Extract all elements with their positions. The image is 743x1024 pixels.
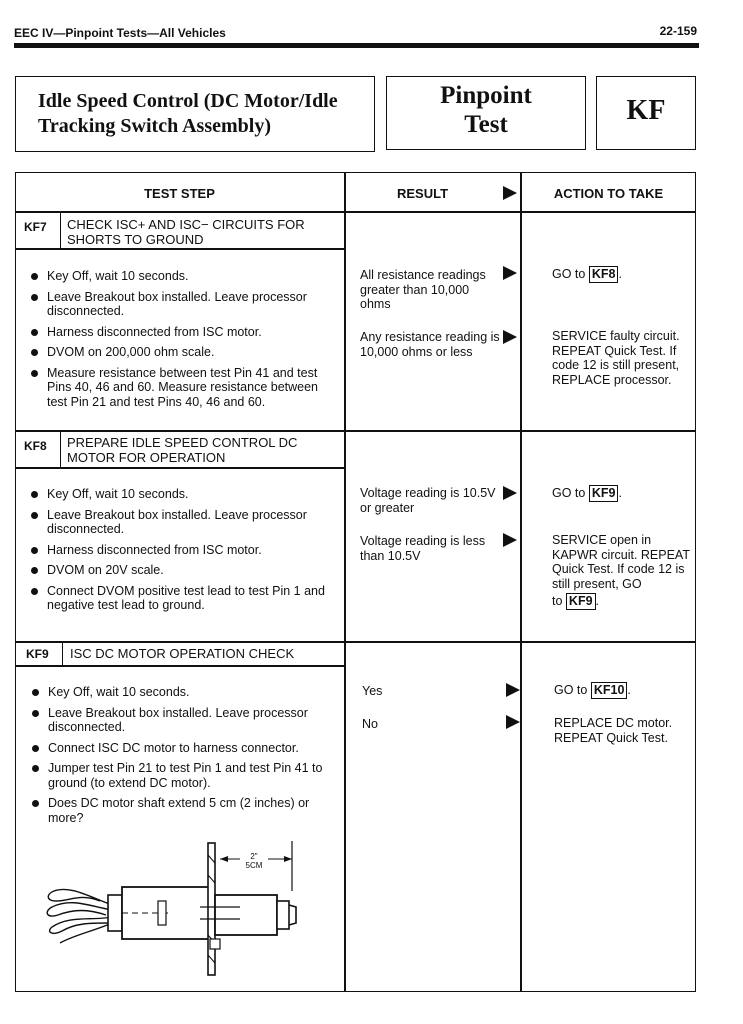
kf8-action-1 bbox=[552, 485, 702, 502]
list-item: Leave Breakout box installed. Leave processor disconnected. bbox=[29, 508, 329, 537]
kf8-action-2 bbox=[552, 533, 697, 610]
result-arrow-icon bbox=[506, 683, 520, 697]
page-number: 22-159 bbox=[659, 24, 697, 38]
result-arrow-icon bbox=[503, 330, 517, 344]
step-title-kf9: ISC DC MOTOR OPERATION CHECK bbox=[70, 646, 295, 661]
kf9-title-underline bbox=[15, 665, 345, 667]
kf9-action-2: REPLACE DC motor. REPEAT Quick Test. bbox=[554, 716, 673, 745]
list-item: Leave Breakout box installed. Leave processor disconnected. bbox=[30, 706, 330, 735]
column-result: RESULT bbox=[396, 186, 449, 201]
kf9-result-2: No bbox=[362, 717, 378, 731]
action-punct: . bbox=[618, 267, 622, 281]
test-code-box bbox=[596, 76, 696, 150]
list-item: Harness disconnected from ISC motor. bbox=[29, 325, 329, 340]
procedure-title-box bbox=[15, 76, 375, 152]
step-code-kf7: KF7 bbox=[17, 212, 61, 248]
step-code-kf8: KF8 bbox=[17, 431, 61, 467]
action-punct: . bbox=[627, 683, 631, 697]
action-text: SERVICE open in KAPWR circuit. REPEAT Quick Test. If code 12 is still present, GO bbox=[552, 533, 690, 591]
action-punct: . bbox=[595, 594, 600, 608]
list-item: Key Off, wait 10 seconds. bbox=[30, 685, 330, 700]
procedure-title bbox=[38, 89, 338, 139]
column-action: ACTION TO TAKE bbox=[553, 186, 664, 201]
kf9-action-1 bbox=[554, 682, 704, 699]
kf7-action-1 bbox=[552, 266, 702, 283]
list-item: Measure resistance between test Pin 41 and test Pins 40, 46 and 60. Measure resistance between test Pin 21 and test Pins 40, 46 and 60. bbox=[29, 366, 329, 410]
step-code-kf9: KF9 bbox=[17, 642, 63, 665]
kf8-title-underline bbox=[15, 467, 345, 469]
dimension-inches: 2" bbox=[250, 852, 258, 861]
action-punct: . bbox=[618, 486, 622, 500]
kf7-title-underline bbox=[15, 248, 345, 250]
procedure-title-line-1: Idle Speed Control (DC Motor/Idle bbox=[38, 90, 338, 112]
kf7-result-2: Any resistance reading is 10,000 ohms or less bbox=[360, 330, 500, 359]
action-text: to bbox=[552, 594, 563, 608]
list-item: Leave Breakout box installed. Leave processor disconnected. bbox=[29, 290, 329, 319]
list-item: Harness disconnected from ISC motor. bbox=[29, 543, 329, 558]
goto-kf8-box: KF8 bbox=[589, 266, 619, 283]
kf8-instructions bbox=[29, 487, 329, 619]
test-code: KF bbox=[626, 95, 666, 126]
step-title-kf7-line-2: SHORTS TO GROUND bbox=[67, 232, 204, 247]
kf7-action-2: SERVICE faulty circuit. REPEAT Quick Test. If code 12 is still present, REPLACE processor. bbox=[552, 329, 680, 387]
action-text: GO to bbox=[554, 683, 588, 697]
list-item: Connect DVOM positive test lead to test Pin 1 and negative test lead to ground. bbox=[29, 584, 329, 613]
page-header bbox=[14, 24, 697, 44]
dimension-cm: 5CM bbox=[245, 861, 263, 870]
list-item: Connect ISC DC motor to harness connector. bbox=[30, 741, 330, 756]
list-item: Jumper test Pin 21 to test Pin 1 and test Pin 41 to ground (to extend DC motor). bbox=[30, 761, 330, 790]
list-item: Key Off, wait 10 seconds. bbox=[29, 487, 329, 502]
pinpoint-label-line-1: Pinpoint bbox=[440, 82, 532, 109]
column-divider-2 bbox=[520, 172, 522, 992]
kf7-instructions bbox=[29, 269, 329, 415]
row-divider-kf8 bbox=[15, 430, 696, 432]
kf8-result-1: Voltage reading is 10.5V or greater bbox=[360, 486, 496, 515]
goto-kf9-box: KF9 bbox=[589, 485, 619, 502]
list-item: DVOM on 200,000 ohm scale. bbox=[29, 345, 329, 360]
result-arrow-icon bbox=[503, 266, 517, 280]
result-arrow-icon bbox=[503, 533, 517, 547]
list-item: Does DC motor shaft extend 5 cm (2 inches) or more? bbox=[30, 796, 330, 825]
action-text: GO to bbox=[552, 267, 586, 281]
list-item: DVOM on 20V scale. bbox=[29, 563, 329, 578]
kf7-result-1: All resistance readings greater than 10,000 ohms bbox=[360, 268, 486, 311]
step-title-kf8-line-1: PREPARE IDLE SPEED CONTROL DC bbox=[67, 435, 298, 450]
row-divider-kf9 bbox=[15, 641, 696, 643]
goto-kf10-box: KF10 bbox=[591, 682, 628, 699]
result-arrow-icon bbox=[506, 715, 520, 729]
list-item: Key Off, wait 10 seconds. bbox=[29, 269, 329, 284]
pinpoint-label-line-2: Test bbox=[464, 111, 508, 138]
procedure-title-line-2: Tracking Switch Assembly) bbox=[38, 115, 271, 137]
goto-kf9-box: KF9 bbox=[566, 593, 596, 610]
kf8-result-2: Voltage reading is less than 10.5V bbox=[360, 534, 486, 563]
result-arrow-icon bbox=[503, 486, 517, 500]
pinpoint-test-label bbox=[387, 81, 585, 139]
step-title-kf8 bbox=[67, 435, 297, 465]
column-divider-1 bbox=[344, 172, 346, 992]
header-rule bbox=[14, 43, 699, 48]
kf9-instructions bbox=[30, 685, 330, 831]
action-text: GO to bbox=[552, 486, 586, 500]
dimension-label bbox=[238, 852, 270, 870]
result-arrow-icon bbox=[503, 186, 517, 200]
pinpoint-test-box bbox=[386, 76, 586, 150]
step-title-kf7 bbox=[67, 217, 305, 247]
header-row-divider bbox=[15, 211, 696, 213]
step-title-kf7-line-1: CHECK ISC+ AND ISC− CIRCUITS FOR bbox=[67, 217, 305, 232]
column-test-step: TEST STEP bbox=[144, 186, 215, 201]
section-title: EEC IV—Pinpoint Tests—All Vehicles bbox=[14, 26, 226, 40]
step-title-kf8-line-2: MOTOR FOR OPERATION bbox=[67, 450, 226, 465]
kf9-result-1: Yes bbox=[362, 684, 383, 698]
